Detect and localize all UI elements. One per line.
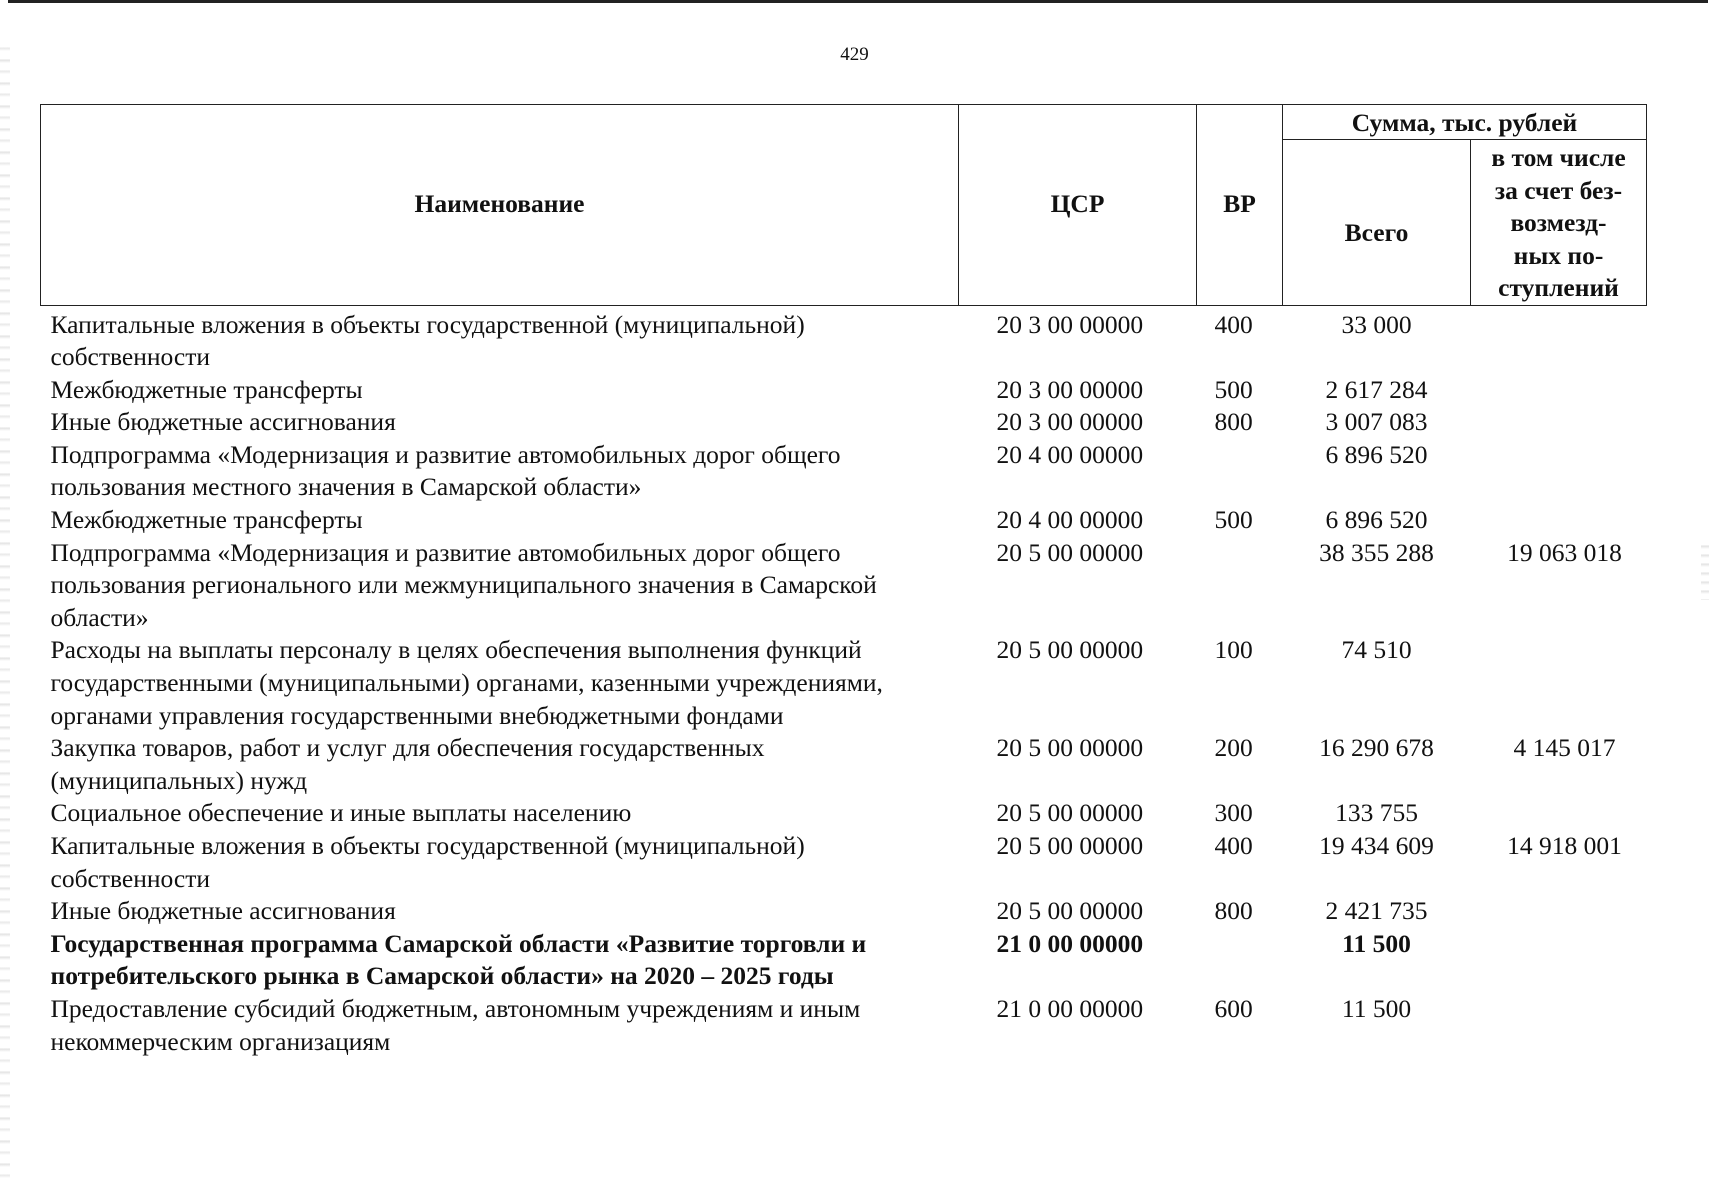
- cell-vr: [1197, 928, 1283, 993]
- cell-total: 2 421 735: [1325, 896, 1428, 926]
- header-bezvozmezd-line: ступлений: [1498, 273, 1619, 302]
- table-row: [41, 797, 1647, 830]
- cell-csr: 20 5 00 00000: [996, 831, 1144, 860]
- cell-csr: 20 3 00 00000: [996, 407, 1144, 437]
- cell-name: Закупка товаров, работ и услуг для обеспечения государственных (муниципальных) нужд: [50, 733, 765, 795]
- cell-total: 2 617 284: [1325, 374, 1428, 404]
- cell-vr: 100: [1214, 635, 1253, 665]
- cell-total: 6 896 520: [1325, 439, 1428, 469]
- cell-name: Расходы на выплаты персоналу в целях обеспечения выполнения функций государственными (муниципальными) органами, казенными учреждениями, органами управления государственными внебюджетными фондами: [50, 635, 883, 730]
- scan-edge-right: [1701, 540, 1709, 600]
- cell-csr: 20 5 00 00000: [996, 733, 1144, 763]
- table-row: [41, 537, 1647, 635]
- cell-csr: 20 5 00 00000: [996, 635, 1144, 665]
- cell-total: 133 755: [1335, 798, 1418, 828]
- cell-bezvozmezd: [1471, 305, 1647, 374]
- table-row: [41, 993, 1647, 1058]
- header-name: Наименование: [41, 105, 959, 306]
- scan-edge-left: [0, 40, 10, 1180]
- cell-total: 6 896 520: [1325, 505, 1428, 535]
- cell-total: 11 500: [1341, 993, 1412, 1023]
- cell-bezvozmezd: [1471, 797, 1647, 830]
- page-number: 429: [840, 44, 869, 65]
- cell-name: Межбюджетные трансферты: [50, 374, 363, 404]
- cell-csr: 21 0 00 00000: [996, 928, 1144, 958]
- cell-bezvozmezd: [1471, 634, 1647, 732]
- cell-vr: 400: [1214, 309, 1253, 339]
- cell-total: 33 000: [1341, 309, 1412, 339]
- cell-total: 74 510: [1341, 635, 1412, 665]
- cell-bezvozmezd: 4 145 017: [1513, 733, 1616, 763]
- cell-csr: 20 5 00 00000: [996, 896, 1144, 926]
- table-row: [41, 928, 1647, 993]
- cell-name: Государственная программа Самарской области «Развитие торговли и потребительского рынка в Самарской области» на 2020 – 2025 годы: [50, 928, 867, 991]
- cell-name: Межбюджетные трансферты: [50, 505, 363, 535]
- cell-name: Подпрограмма «Модернизация и развитие автомобильных дорог общего пользования местного значения в Самарской области»: [50, 439, 841, 502]
- cell-name: Капитальные вложения в объекты государственной (муниципальной) собственности: [50, 831, 805, 893]
- cell-bezvozmezd: [1471, 374, 1647, 407]
- header-total: Всего: [1283, 140, 1471, 306]
- table-row: [41, 504, 1647, 537]
- cell-total: 16 290 678: [1319, 733, 1434, 763]
- cell-vr: 500: [1214, 505, 1253, 535]
- table-row: [41, 374, 1647, 407]
- header-bezvozmezd-line: за счет без-: [1494, 175, 1623, 205]
- cell-vr: 600: [1214, 993, 1253, 1023]
- cell-csr: 20 4 00 00000: [996, 439, 1144, 469]
- header-bezvozmezd: [1471, 140, 1647, 306]
- cell-bezvozmezd: [1471, 895, 1647, 928]
- cell-bezvozmezd: 19 063 018: [1507, 537, 1622, 567]
- cell-bezvozmezd: [1471, 439, 1647, 504]
- cell-vr: 400: [1214, 831, 1253, 860]
- cell-vr: 800: [1214, 407, 1253, 437]
- cell-name: Капитальные вложения в объекты государственной (муниципальной) собственности: [50, 309, 805, 372]
- table-row: [41, 634, 1647, 732]
- table-row: [41, 895, 1647, 928]
- cell-csr: 20 4 00 00000: [996, 505, 1144, 535]
- table-row: [41, 406, 1647, 439]
- header-sum-group: Сумма, тыс. рублей: [1283, 105, 1647, 140]
- cell-total: 19 434 609: [1319, 831, 1434, 860]
- cell-csr: 20 3 00 00000: [996, 309, 1144, 339]
- cell-total: 11 500: [1342, 928, 1411, 958]
- table-body: [41, 305, 1647, 1058]
- cell-vr: 300: [1214, 798, 1253, 828]
- table-row: [41, 439, 1647, 504]
- cell-bezvozmezd: [1471, 406, 1647, 439]
- cell-name: Подпрограмма «Модернизация и развитие автомобильных дорог общего пользования регионального или межмуниципального значения в Самарской области»: [50, 537, 877, 632]
- budget-table: [40, 104, 1647, 1058]
- header-bezvozmezd-line: возмезд-: [1510, 208, 1607, 237]
- header-vr: ВР: [1197, 105, 1283, 306]
- cell-name: Иные бюджетные ассигнования: [50, 896, 396, 926]
- cell-bezvozmezd: [1471, 504, 1647, 537]
- cell-csr: 20 5 00 00000: [996, 537, 1144, 567]
- cell-vr: 500: [1214, 374, 1253, 404]
- cell-vr: [1197, 439, 1283, 504]
- cell-name: Предоставление субсидий бюджетным, автономным учреждениям и иным некоммерческим организациям: [50, 993, 861, 1056]
- table-row: [41, 732, 1647, 797]
- cell-bezvozmezd: 14 918 001: [1507, 831, 1622, 860]
- cell-name: Социальное обеспечение и иные выплаты населению: [50, 798, 632, 828]
- cell-vr: 200: [1214, 733, 1253, 763]
- header-bezvozmezd-line: в том числе: [1491, 143, 1626, 172]
- header-csr: ЦСР: [959, 105, 1197, 306]
- cell-csr: 20 3 00 00000: [996, 374, 1144, 404]
- cell-total: 3 007 083: [1325, 407, 1428, 437]
- table-row: [41, 305, 1647, 374]
- cell-csr: 21 0 00 00000: [996, 993, 1144, 1023]
- top-border-rule: [8, 0, 1708, 3]
- header-bezvozmezd-line: ных по-: [1513, 240, 1604, 270]
- cell-vr: 800: [1214, 896, 1253, 926]
- cell-name: Иные бюджетные ассигнования: [50, 407, 396, 437]
- cell-bezvozmezd: [1471, 928, 1647, 993]
- table-row: [41, 830, 1647, 895]
- cell-bezvozmezd: [1471, 993, 1647, 1058]
- cell-csr: 20 5 00 00000: [996, 798, 1144, 828]
- cell-vr: [1197, 537, 1283, 635]
- table-header: [41, 105, 1647, 306]
- cell-total: 38 355 288: [1319, 537, 1434, 567]
